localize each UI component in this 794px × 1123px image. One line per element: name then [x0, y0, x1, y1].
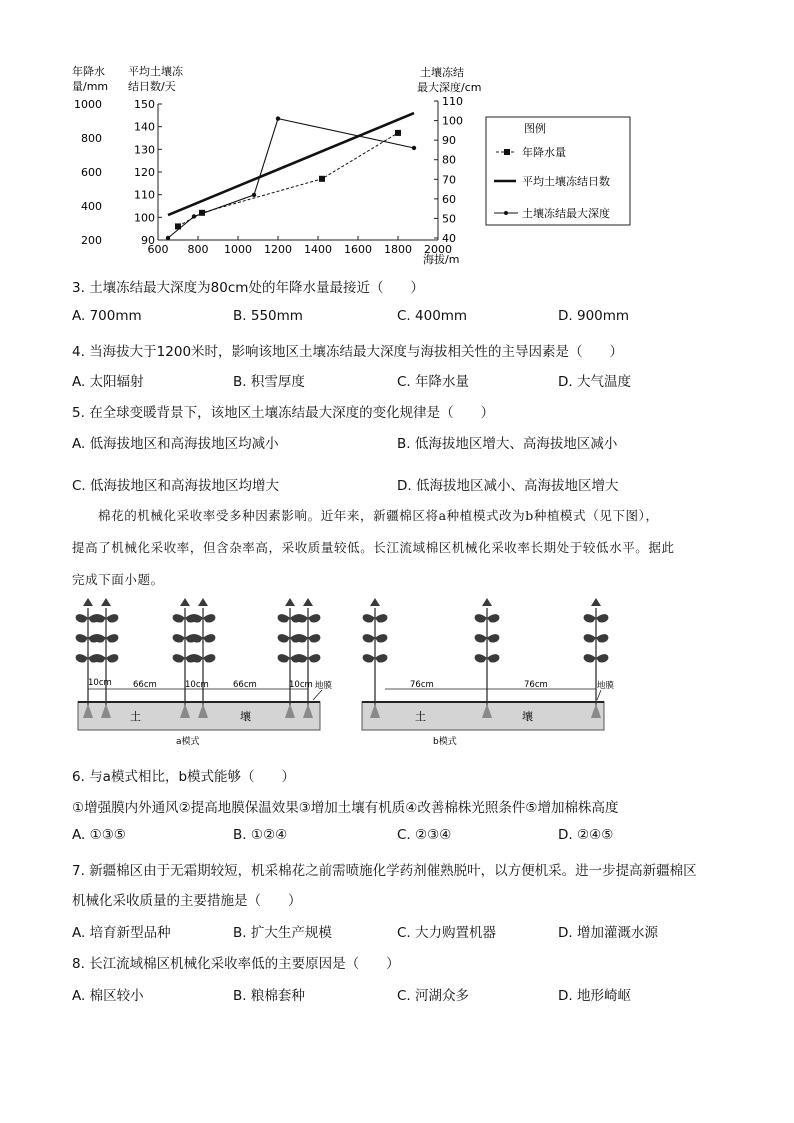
q3-option-c[interactable]: C. 400mm	[397, 308, 468, 324]
question-6-stem	[72, 765, 295, 785]
x-tick-label: 2000	[424, 243, 452, 256]
days-axis-title: 平均土壤冻	[128, 65, 183, 78]
x-tick-label: 1200	[264, 243, 292, 256]
question-5-stem	[72, 401, 494, 421]
cotton-plant	[363, 598, 388, 718]
y-tick-label-precip: 1000	[74, 98, 102, 111]
depth-axis-title: 土壤冻结	[420, 66, 464, 79]
question-text: 新疆棉区由于无霜期较短，机采棉花之前需喷施化学药剂催熟脱叶，以方便机采。进一步提高新疆棉区	[89, 863, 697, 879]
y-tick-label-depth: 40	[442, 232, 456, 245]
q5-option-b[interactable]: B. 低海拔地区增大、高海拔地区减小	[397, 436, 618, 452]
y-tick-label-days: 130	[134, 143, 155, 157]
y-tick-label-depth: 70	[442, 173, 456, 187]
x-tick-label: 1400	[304, 243, 332, 256]
series-line-2	[168, 113, 414, 215]
y-tick-label-depth: 110	[442, 95, 463, 108]
q7-option-b[interactable]: B. 扩大生产规模	[233, 925, 332, 941]
q5-option-a[interactable]: A. 低海拔地区和高海拔地区均减小	[72, 436, 279, 452]
cotton-plant	[191, 598, 216, 718]
q8-option-a[interactable]: A. 棉区较小	[72, 988, 144, 1004]
y-tick-label-depth: 90	[442, 134, 456, 148]
cotton-plant	[94, 598, 119, 718]
data-point-depth	[276, 116, 280, 120]
cotton-plant	[584, 598, 609, 718]
q7-option-c[interactable]: C. 大力购置机器	[397, 925, 497, 941]
y-tick-label-depth: 80	[442, 153, 456, 167]
q8-option-b[interactable]: B. 粮棉套种	[233, 988, 305, 1004]
y-tick-label-days: 150	[134, 98, 155, 111]
y-tick-label-days: 110	[134, 188, 155, 202]
q4-option-a[interactable]: A. 太阳辐射	[72, 374, 144, 390]
altitude-chart	[60, 60, 640, 270]
q5-option-d[interactable]: D. 低海拔地区减小、高海拔地区增大	[397, 478, 619, 494]
y-tick-label-days: 140	[134, 120, 155, 134]
cotton-plant	[475, 598, 500, 718]
q7-option-d[interactable]: D. 增加灌溉水源	[558, 925, 658, 941]
q3-option-b[interactable]: B. 550mm	[233, 308, 303, 324]
q8-option-c[interactable]: C. 河湖众多	[397, 988, 470, 1004]
passage-line: 完成下面小题。	[72, 572, 164, 587]
dim-label-10cm: 10cm	[185, 680, 209, 690]
dim-label-76cm: 76cm	[524, 680, 548, 690]
question-number: 3.	[72, 280, 85, 296]
y-tick-label-days: 120	[134, 166, 155, 179]
chart-legend	[486, 117, 630, 225]
reading-passage	[72, 500, 722, 596]
question-text: 长江流域棉区机械化采收率低的主要原因是（ ）	[89, 956, 400, 972]
y-tick-label-depth: 100	[442, 114, 463, 128]
question-number: 7.	[72, 863, 85, 879]
question-8-stem	[72, 952, 400, 972]
passage-line: 提高了机械化采收率，但含杂率高，采收质量较低。长江流域棉区机械化采收率长期处于较低水平。据此	[72, 540, 675, 555]
x-tick-label: 1600	[344, 243, 372, 256]
y-tick-label-days: 100	[134, 211, 155, 225]
q5-option-c[interactable]: C. 低海拔地区和高海拔地区均增大	[72, 478, 280, 494]
question-text: 土壤冻结最大深度为80cm处的年降水量最接近（ ）	[89, 280, 424, 296]
film-label-a: 地膜	[315, 681, 333, 691]
dim-label-66cm: 66cm	[133, 680, 157, 690]
soil-label: 土	[415, 710, 426, 723]
q6-option-c[interactable]: C. ②③④	[397, 827, 452, 843]
question-6-statements: ①增强膜内外通风②提高地膜保温效果③增加土壤有机质④改善棉株光照条件⑤增加棉株高度	[72, 800, 619, 816]
passage-line: 棉花的机械化采收率受多种因素影响。近年来，新疆棉区将a种植模式改为b种植模式（见下图），	[98, 508, 659, 523]
dim-label-76cm: 76cm	[410, 680, 434, 690]
caption-a: a模式	[176, 737, 200, 747]
series-line-3	[168, 119, 414, 238]
question-3-stem	[72, 276, 424, 296]
precip-axis-title: 年降水	[72, 65, 105, 78]
depth-axis-title-2: 最大深度/cm	[417, 81, 482, 94]
legend-label-precip: 年降水量	[522, 146, 566, 159]
question-4-stem	[72, 340, 623, 360]
data-point-precip	[395, 130, 401, 136]
q6-option-d[interactable]: D. ②④⑤	[558, 827, 614, 843]
y-tick-label-precip: 200	[81, 234, 102, 247]
dim-label-10cm: 10cm	[289, 680, 313, 690]
question-text: 在全球变暖背景下，该地区土壤冻结最大深度的变化规律是（ ）	[89, 405, 495, 421]
planting-diagrams	[70, 600, 615, 752]
question-7-stem-line2: 机械化采收质量的主要措施是（ ）	[72, 893, 302, 909]
series-line-1	[178, 133, 398, 227]
data-point-precip	[319, 176, 325, 182]
q3-option-d[interactable]: D. 900mm	[558, 308, 630, 324]
days-axis-title-2: 结日数/天	[128, 80, 176, 93]
caption-b: b模式	[433, 737, 457, 747]
legend-label-days: 平均土壤冻结日数	[522, 175, 610, 188]
y-tick-label-days: 90	[141, 234, 155, 247]
y-tick-label-precip: 600	[81, 166, 102, 179]
x-tick-label: 600	[147, 243, 169, 256]
soil-label: 土	[130, 710, 141, 723]
y-tick-label-depth: 60	[442, 192, 456, 206]
precip-axis-title-2: 量/mm	[72, 80, 109, 93]
q8-option-d[interactable]: D. 地形崎岖	[558, 988, 631, 1004]
question-number: 4.	[72, 344, 85, 360]
question-number: 8.	[72, 956, 85, 972]
legend-title: 图例	[524, 122, 546, 135]
question-number: 6.	[72, 769, 85, 785]
data-point-depth	[252, 193, 256, 197]
legend-label-depth: 土壤冻结最大深度	[522, 207, 610, 220]
x-tick-label: 1000	[224, 243, 252, 256]
soil-label: 壤	[240, 710, 251, 723]
q3-option-a[interactable]: A. 700mm	[72, 308, 142, 324]
x-tick-label: 800	[187, 243, 209, 256]
q6-option-b[interactable]: B. ①②④	[233, 827, 288, 843]
dim-label-66cm: 66cm	[233, 680, 257, 690]
question-text: 与a模式相比，b模式能够（ ）	[89, 769, 296, 785]
data-point-depth	[166, 236, 170, 240]
x-tick-label: 1800	[384, 243, 412, 256]
dim-label-10cm: 10cm	[88, 678, 112, 688]
data-point-depth	[192, 214, 196, 218]
data-point-depth	[412, 146, 416, 150]
q4-option-d[interactable]: D. 大气温度	[558, 374, 631, 390]
q4-option-c[interactable]: C. 年降水量	[397, 374, 470, 390]
y-tick-label-precip: 400	[81, 200, 102, 213]
question-number: 5.	[72, 405, 85, 421]
film-label-b: 地膜	[597, 681, 615, 691]
q4-option-b[interactable]: B. 积雪厚度	[233, 374, 305, 390]
q6-option-a[interactable]: A. ①③⑤	[72, 827, 126, 843]
question-7-stem	[72, 859, 697, 879]
q7-option-a[interactable]: A. 培育新型品种	[72, 925, 171, 941]
cotton-plant	[296, 598, 321, 718]
y-tick-label-precip: 800	[81, 132, 102, 145]
question-text: 当海拔大于1200米时，影响该地区土壤冻结最大深度与海拔相关性的主导因素是（ ）	[89, 344, 624, 360]
x-axis-title: 海拔/m	[423, 253, 460, 266]
soil-label: 壤	[522, 710, 533, 723]
y-tick-label-depth: 50	[442, 212, 456, 226]
